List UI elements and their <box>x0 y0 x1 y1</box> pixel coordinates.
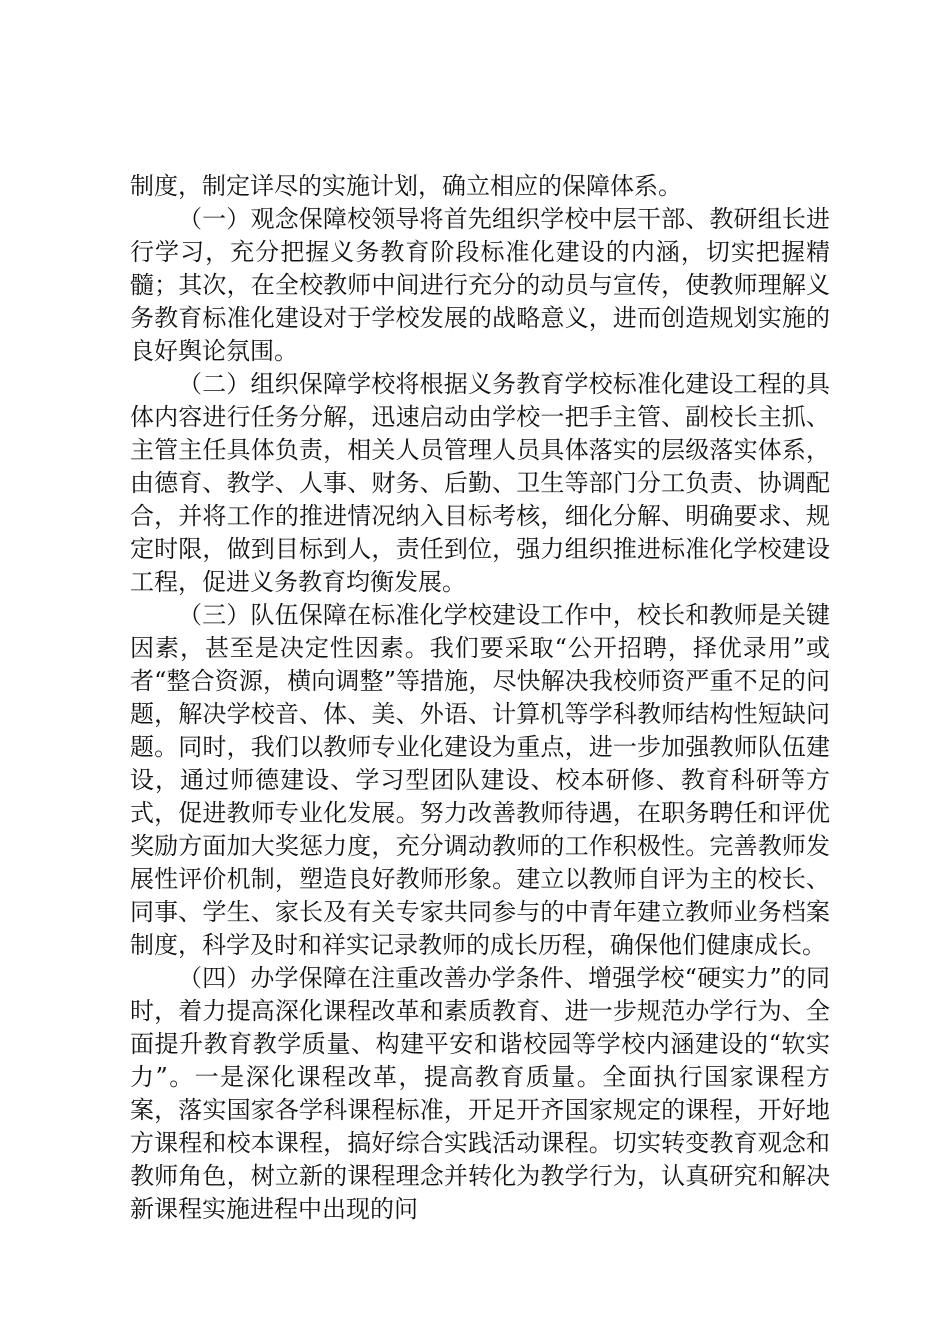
paragraph-school-running-guarantee: （四）办学保障在注重改善办学条件、增强学校“硬实力”的同时，着力提高深化课程改革和素质教育、进一步规范办学行为、全面提升教育教学质量、构建平安和谐校园等学校内涵建设的“软实力”。一是深化课程改革，提高教育质量。全面执行国家课程方案，落实国家各学科课程标准，开足开齐国家规定的课程，开好地方课程和校本课程，搞好综合实践活动课程。切实转变教育观念和教师角色，树立新的课程理念并转化为教学行为，认真研究和解决新课程实施进程中出现的问 <box>130 964 830 1223</box>
paragraph-concept-guarantee: （一）观念保障校领导将首先组织学校中层干部、教研组长进行学习，充分把握义务教育阶段标准化建设的内涵，切实把握精髓；其次，在全校教师中间进行充分的动员与宣传，使教师理解义务教育标准化建设对于学校发展的战略意义，进而创造规划实施的良好舆论氛围。 <box>130 205 830 365</box>
paragraph-continuation: 制度，制定详尽的实施计划，确立相应的保障体系。 <box>130 172 682 200</box>
document-body <box>130 170 830 1226</box>
paragraph-staff-guarantee: （三）队伍保障在标准化学校建设工作中，校长和教师是关键因素，甚至是决定性因素。我们要采取“公开招聘，择优录用”或者“整合资源，横向调整”等措施，尽快解决我校师资严重不足的问题，解决学校音、体、美、外语、计算机等学科教师结构性短缺问题。同时，我们以教师专业化建设为重点，进一步加强教师队伍建设，通过师德建设、学习型团队建设、校本研修、教育科研等方式，促进教师专业化发展。努力改善教师待遇，在职务聘任和评优奖励方面加大奖惩力度，充分调动教师的工作积极性。完善教师发展性评价机制，塑造良好教师形象。建立以教师自评为主的校长、同事、学生、家长及有关专家共同参与的中青年建立教师业务档案制度，科学及时和祥实记录教师的成长历程，确保他们健康成长。 <box>130 601 830 959</box>
paragraph-organization-guarantee: （二）组织保障学校将根据义务教育学校标准化建设工程的具体内容进行任务分解，迅速启动由学校一把手主管、副校长主抓、主管主任具体负责，相关人员管理人员具体落实的层级落实体系，由德育、教学、人事、财务、后勤、卫生等部门分工负责、协调配合，并将工作的推进情况纳入目标考核，细化分解、明确要求、规定时限，做到目标到人，责任到位，强力组织推进标准化学校建设工程，促进义务教育均衡发展。 <box>130 370 830 596</box>
